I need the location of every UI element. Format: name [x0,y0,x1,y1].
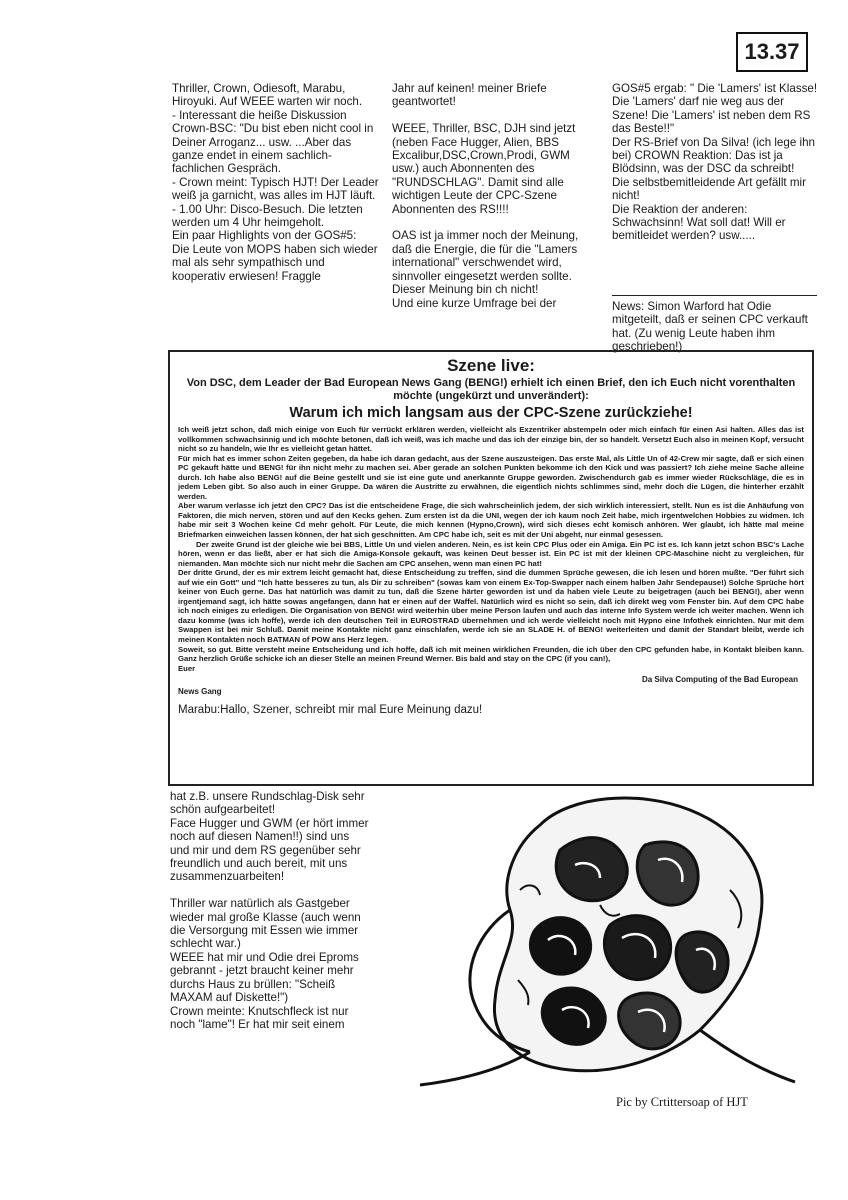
column-1-text: Thriller, Crown, Odiesoft, Marabu, Hiroyuki. Auf WEEE warten wir noch. - Interessant die heiße Diskussion Crown-BSC: "Du bist eben nicht cool in Deiner Arroganz... usw. ...Aber das ganze endet in einem sachlich-fachlichen Gespräch. - Crown meint: Typisch HJT! Der Leader weiß ja garnicht, was alles im HJT läuft. - 1.00 Uhr: Disco-Besuch. Die letzten werden um 4 Uhr heimgeholt. Ein paar Highlights von der GOS#5: Die Leute von MOPS haben sich wieder mal als sehr sympathisch und kooperativ erwiesen! Fraggle [172,82,379,283]
szene-live-box [168,350,814,786]
letter-closing: Euer [178,663,196,673]
column-2-text: Jahr auf keinen! meiner Briefe geantwortet! WEEE, Thriller, BSC, DJH sind jetzt (neben Face Hugger, Alien, BBS Excalibur,DSC,Crown,Prodi, GWM usw.) auch Abonnenten des "RUNDSCHLAG". Damit sind alle wichtigen Leute der CPC-Szene Abonnenten des RS!!!! OAS ist ja immer noch der Meinung, daß die Energie, die für die "Lamers international" verschwendet wird, sinnvoller eingesetzt werden sollte. Dieser Meinung bin ch nicht! Und eine kurze Umfrage bei der [392,82,579,310]
column-4-text: hat z.B. unsere Rundschlag-Disk sehr schön aufgearbeitet! Face Hugger und GWM (er hört immer noch auf diesen Namen!!) sind uns und mir und dem RS gegenüber sehr freundlich und auch bereit, mit uns zusammenzuarbeiten! Thriller war natürlich als Gastgeber wieder mal große Klasse (auch wenn die Versorgung mit Essen wie immer schlecht war.) WEEE hat mir und Odie drei Eproms gebrannt - jetzt braucht keiner mehr durchs Haus zu brüllen: "Scheiß MAXAM auf Diskette!") Crown meinte: Knutschfleck ist nur noch "lame"! Er hat mir seit einem [170,790,369,1031]
letter-paragraph: Für mich hat es immer schon Zeiten gegeben, da habe ich daran gedacht, aus der Szene auszusteigen. Das erste Mal, als Little Un of 42-Crew mir sagte, daß er sich einen PC gekauft hätte und BENG! für ihn nicht mehr zu machen sei. Aber gerade an solchen Punkten bekomme ich den Kick und was passiert? Ich ziehe meine Sache alleine durch. Ich habe also BENG! auf die Beine gestellt und sie ist eine gute und anerkannte Gruppe geworden. Zwischendurch gab es immer wieder Rückschläge, die es in jedem Leben gibt. So also auch in einer Gruppe. Da wären die Austritte zu erwähnen, die eigentlich nichts schlimmes sind, mehr doch die Lügen, die hinterher erzählt werden. [178,453,804,501]
column-3-text: GOS#5 ergab: " Die 'Lamers' ist Klasse! Die 'Lamers' darf nie weg aus der Szene! Die 'Lamers' ist neben dem RS das Beste!!" Der RS-Brief von Da Silva! (ich lege ihn bei) CROWN Reaktion: Das ist ja Blödsinn, was der DSC da schreibt! Die selbstbemitleidende Art gefällt mir nicht! Die Reaktion der anderen: Schwachsinn! Wat soll dat! Will er bemitleidet werden? usw..... [612,82,818,243]
news-item: News: Simon Warford hat Odie mitgeteilt, daß er seinen CPC verkauft hat. (Zu wenig Leute haben ihm geschrieben!) [612,300,808,354]
letter-paragraph: Der zweite Grund ist der gleiche wie bei BBS, Little Un und vielen anderen. Nein, es ist kein CPC Plus oder ein Amiga. Ein PC ist es. Ich kann jetzt schon BSC's Lache hören, wenn er das ließt, aber er hat sich die Amiga-Konsole gekauft, was keinen Deut besser ist. Ein PC ist mit der kleinen CPC-Maschine nicht zu vergleichen, für niemanden. Man möchte sich nur nicht mehr die Sachen am CPC ansehen, wenn man einen PC hat! [178,539,804,568]
box-intro: Von DSC, dem Leader der Bad European News Gang (BENG!) erhielt ich einen Brief, den ich Euch nicht vorenthalten möchte (ungekürzt und unverändert): [186,377,796,402]
box-title: Szene live: [447,356,535,375]
box-heading: Warum ich mich langsam aus der CPC-Szene zurückziehe! [289,405,693,421]
letter-paragraph: Aber warum verlasse ich jetzt den CPC? Das ist die entscheidene Frage, die sich wahrscheinlich jedem, der sich wirklich interessiert, stellt. Nun es ist die Anhäufung von Faktoren, die mich nerven, stören und auf den Kecks gehen. Zum ersten ist da die UNI, wegen der ich kaum noch Zeit habe, mich irgentwelchen Hobbies zu widmen. Ich habe mir seit 3 Wochen keine Cd mehr geholt. Für Leute, die mich kennen (Hypno,Crown), wird sich dieses echt komisch anhören. Wer glaubt, ich hätte mal meine Briefmarken einweichen lassen können, der hat sich geschnitten. Am CPC habe ich, seit es mit der Uni abgeht, nur einmal gesessen. [178,501,804,540]
signature: Da Silva Computing of the Bad European [641,675,798,685]
signature-line-2: News Gang [178,687,222,697]
letter-paragraph: Ich weiß jetzt schon, daß mich einige von Euch für verrückt erklären werden, vielleicht als Exzentriker abstempeln oder mich einfach für einen Asi halten. Alles das ist vollkommen schwachsinnig und ich möchte betonen, daß ich weiß, was ich mache und das ich der einzige bin, der so handelt. Versetzt Euch also in meinen Kopf, versucht nicht so zu handeln, wie Ihr es vielleicht getan hättet. [178,425,804,454]
illustration [400,790,810,1090]
letter-paragraph: Soweit, so gut. Bitte versteht meine Entscheidung und ich hoffe, daß ich mit meinen wirklichen Freunden, die ich über den CPC gefunden habe, in Kontakt bleiben kann. Ganz herzlich Grüße schicke ich an dieser Stelle an meinen Freund Werner. Bis bald and stay on the CPC (if you can!), [178,644,804,664]
divider [612,295,817,296]
letter-paragraph: Der dritte Grund, der es mir extrem leicht gemacht hat, diese Entscheidung zu treffen, sind die dummen Sprüche gewesen, die ich lesen und hören mußte. "Der führt sich auf wie ein Gott" und "Ich hatte besseres zu tun, als Dir zu schreiben" (sowas kam von einem Ex-Top-Swapper nach einem halben Jahr Sendepause!) Solche Sprüche hört keiner von Euch gerne. Das hat natürlich was damit zu tun, daß die Szene härter geworden ist und da haben viele Leute zu beigetragen (auch bei BENG!), aber wenn irgentjemand sagt, ich hätte sowas angefangen, dann hat er einen auf der Waffel. Natürlich wird es nicht so sein, daß ich direkt weg vom Fenster bin. Auf dem CPC habe ich noch einiges zu erledigen. Die Organisation von BENG! wird weiterhin über meine Person laufen und auch das interne Info System werde ich weiter machen. Wenn ich dazu komme (was ich hoffe), werde ich den deutschen Teil in EUROSTRAD übernehmen und ich werde vielleicht noch mit Hypno eine Infothek einrichten. Nur mit dem Swappen ist bei mir Schluß. Damit meine Kontakte nicht ganz einschlafen, werde ich sie an SLADE H. of BENG! weiterleiten und damit der Standart bleibt, werde ich meinen Kontakten noch BATMAN of POW ans Herz legen. [178,568,804,645]
letter-body [178,425,804,673]
marabu-note: Marabu:Hallo, Szener, schreibt mir mal Eure Meinung dazu! [178,704,483,717]
page-number: 13.37 [736,32,808,72]
signature-row [178,673,804,701]
abstract-drawing [400,790,810,1090]
illustration-caption: Pic by Crtittersoap of HJT [616,1095,748,1109]
